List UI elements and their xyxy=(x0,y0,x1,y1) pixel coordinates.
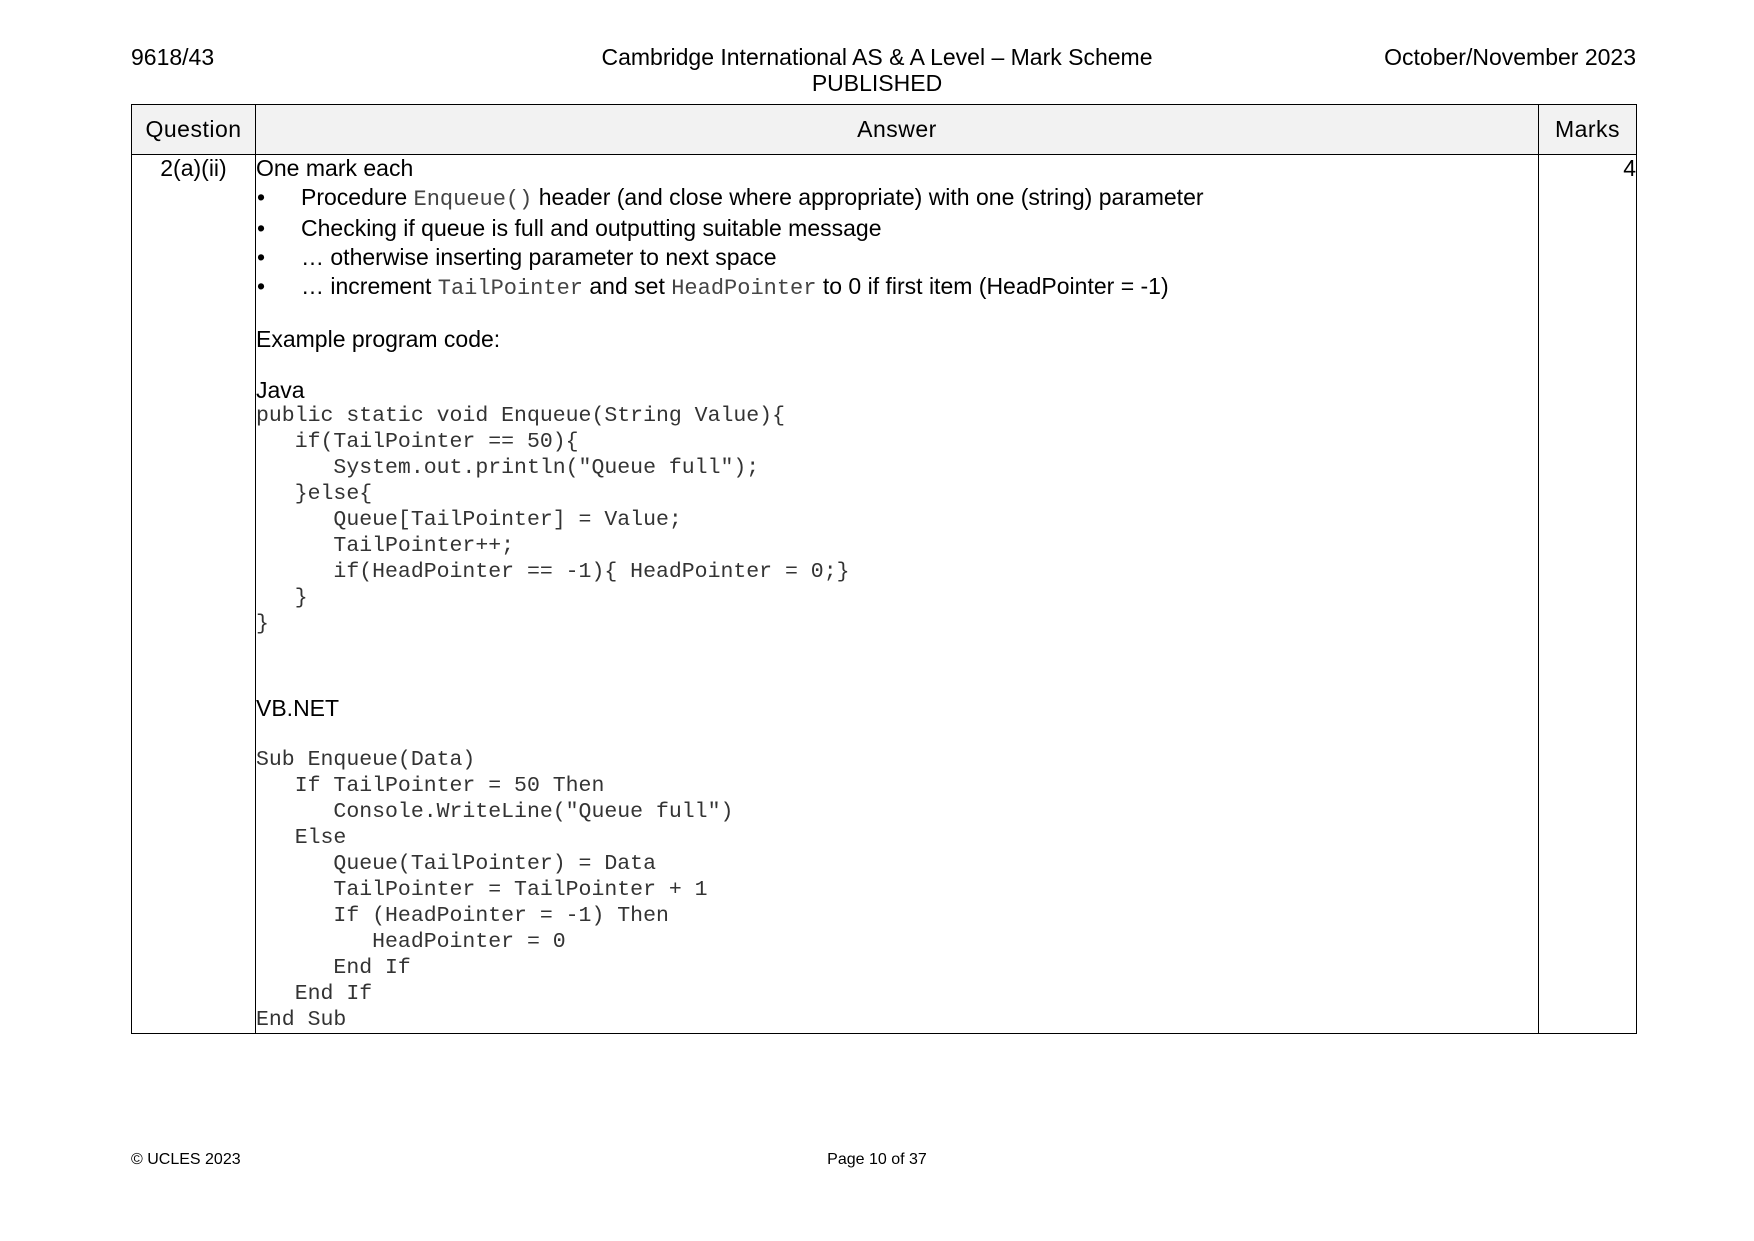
mark-scheme-table xyxy=(131,104,1637,1034)
marking-point-4-post: to 0 if first item (HeadPointer = -1) xyxy=(816,273,1169,299)
marking-point-4-pre: … increment xyxy=(301,273,438,299)
column-header-answer: Answer xyxy=(256,105,1539,155)
marking-points-list xyxy=(256,183,1538,303)
answer-cell xyxy=(256,155,1539,1034)
paper-code: 9618/43 xyxy=(131,44,215,70)
exam-session: October/November 2023 xyxy=(1384,44,1636,70)
example-label: Example program code: xyxy=(256,326,501,352)
java-label: Java xyxy=(256,377,305,403)
page-number: Page 10 of 37 xyxy=(827,1151,927,1168)
title-line-1: Cambridge International AS & A Level – Mark Scheme xyxy=(601,44,1153,70)
question-number: 2(a)(ii) xyxy=(132,155,256,1034)
title-line-2: PUBLISHED xyxy=(811,70,943,96)
table-row xyxy=(132,155,1637,1034)
table-header-row xyxy=(132,105,1637,155)
marking-point-1-post: header (and close where appropriate) with one (string) parameter xyxy=(532,184,1204,210)
copyright-notice: © UCLES 2023 xyxy=(131,1151,241,1168)
marking-point-4 xyxy=(256,272,1538,303)
marking-point-2: • Checking if queue is full and outputting suitable message xyxy=(256,214,1538,243)
marking-point-4-code-2: HeadPointer xyxy=(671,276,817,301)
marking-point-4-mid: and set xyxy=(583,273,672,299)
marking-point-1 xyxy=(256,183,1538,214)
marking-point-4-code-1: TailPointer xyxy=(437,276,583,301)
column-header-marks: Marks xyxy=(1539,105,1637,155)
column-header-question: Question xyxy=(132,105,256,155)
marking-point-1-pre: Procedure xyxy=(301,184,414,210)
marking-point-3: • … otherwise inserting parameter to next space xyxy=(256,243,1538,272)
vbnet-label: VB.NET xyxy=(256,695,340,721)
marks-value: 4 xyxy=(1539,155,1637,1034)
answer-intro: One mark each xyxy=(256,155,414,181)
java-code-block: public static void Enqueue(String Value){ if(TailPointer == 50){ System.out.println("Queue full"); }else{ Queue[TailPointer] = Value; TailPointer++; if(HeadPointer == -1){ HeadPointer = 0;} } } xyxy=(256,404,850,636)
marking-point-1-code: Enqueue() xyxy=(413,187,533,212)
vbnet-code-block: Sub Enqueue(Data) If TailPointer = 50 Then Console.WriteLine("Queue full") Else Queue(TailPointer) = Data TailPointer = TailPointer + 1 If (HeadPointer = -1) Then HeadPointer = 0 End If End If End Sub xyxy=(256,748,734,1032)
